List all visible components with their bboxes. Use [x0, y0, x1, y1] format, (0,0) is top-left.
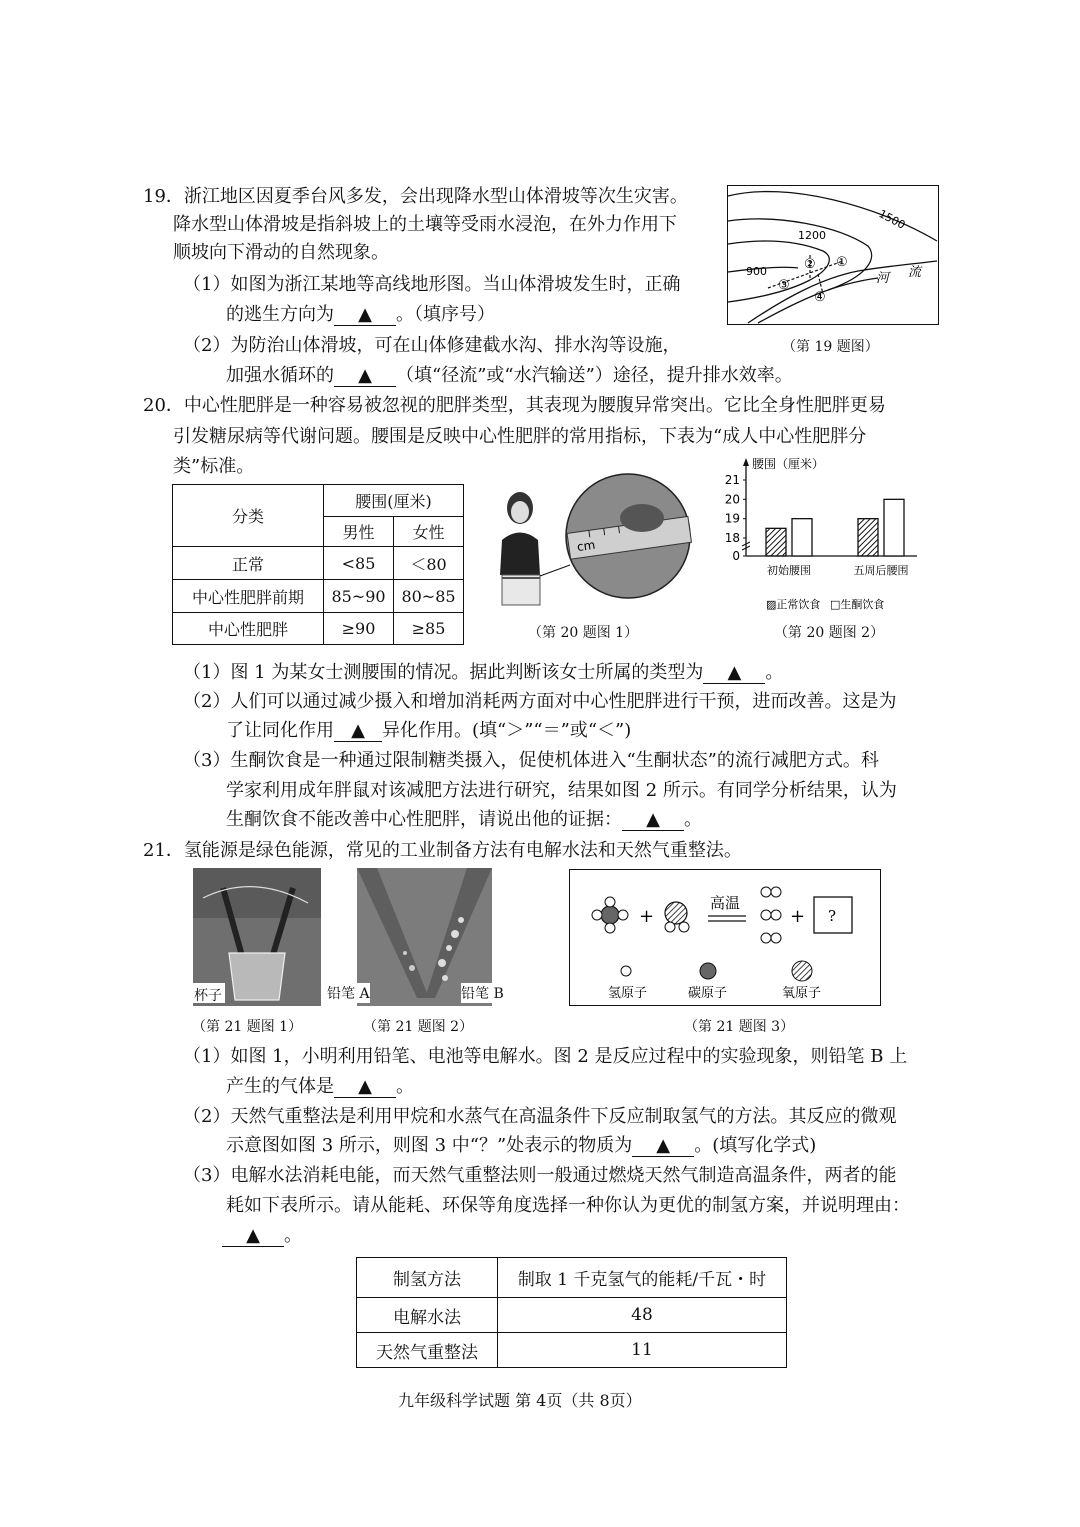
q20-part2-post: 异化作用。(填“＞”“＝”或“＜”)	[382, 720, 632, 741]
plus-sign-1: +	[639, 906, 655, 927]
q20-part2-pre: 了让同化作用	[226, 720, 334, 741]
q20-fig1-caption: （第 20 题图 1）	[528, 625, 639, 641]
y-tick-label: 20	[724, 492, 740, 507]
q21-part3-b: 耗如下表所示。请从能耗、环保等角度选择一种你认为更优的制氢方案，并说明理由：	[226, 1195, 910, 1216]
plus-sign-2: +	[790, 906, 806, 927]
contour-label-1500	[877, 207, 908, 232]
row-energy: 48	[498, 1298, 787, 1333]
q20-part1-post: 。	[765, 662, 784, 683]
table-row	[357, 1333, 787, 1368]
q20-part3-b: 学家利用成年胖鼠对该减肥方法进行研究，结果如图 2 所示。有同学分析结果，认为	[226, 780, 897, 801]
q19-part2-a: （2）为防治山体滑坡，可在山体修建截水沟、排水沟等设施，	[183, 335, 681, 356]
q21-line1: 21．氢能源是绿色能源，常见的工业制备方法有电解水法和天然气重整法。	[143, 840, 742, 861]
q20-line3: 类”标准。	[173, 456, 255, 477]
y-tick-label: 19	[724, 511, 740, 526]
q21-part2-a: （2）天然气重整法是利用甲烷和水蒸气在高温条件下反应制取氢气的方法。其反应的微观	[183, 1106, 897, 1127]
row-male: 85~90	[324, 580, 394, 613]
q19-part1-a: （1）如图为浙江某地等高线地形图。当山体滑坡发生时，正确	[183, 274, 681, 295]
y-tick-label: 18	[724, 531, 740, 545]
reaction-diagram	[569, 869, 881, 1006]
row-male: ≥90	[324, 613, 394, 645]
legend-keto: □生酮饮食	[830, 598, 885, 611]
row-female: ≥85	[394, 613, 464, 645]
header-female: 女性	[394, 517, 464, 547]
bar-normal	[766, 528, 786, 556]
river-char-1: 河	[876, 271, 890, 286]
q20-part2-b	[226, 718, 631, 744]
answer-triangle-icon: ▲	[351, 720, 365, 741]
q19-part2-b	[226, 363, 793, 389]
table-row	[173, 580, 464, 613]
answer-blank[interactable]	[334, 305, 396, 326]
answer-blank[interactable]	[334, 721, 382, 742]
direction-1: ①	[836, 255, 848, 270]
q19-line2: 降水型山体滑坡是指斜坡上的土壤等受雨水浸泡，在外力作用下	[173, 214, 677, 235]
answer-blank[interactable]	[334, 366, 396, 387]
q20-part1	[183, 660, 783, 686]
direction-4: ④	[814, 290, 826, 305]
table-row	[173, 613, 464, 645]
q21-part2-b	[226, 1133, 816, 1159]
answer-triangle-icon: ▲	[358, 1076, 372, 1097]
bar-normal	[858, 519, 878, 556]
row-female: ＜80	[394, 547, 464, 580]
hydrogen-molecules	[761, 887, 781, 943]
contour-map	[727, 185, 939, 325]
table-row	[173, 547, 464, 580]
legend-normal: ▨正常饮食	[766, 598, 821, 611]
answer-blank[interactable]	[703, 663, 765, 684]
direction-3: ③	[778, 278, 790, 293]
page-footer: 九年级科学试题 第 4页（共 8页）	[398, 1391, 642, 1410]
answer-blank[interactable]	[334, 1077, 396, 1098]
bar-keto	[884, 499, 904, 556]
y-tick-label: 21	[724, 473, 740, 487]
hydrogen-energy-table	[356, 1257, 787, 1368]
x-tick-label: 初始腰围	[767, 564, 811, 577]
header-method: 制氢方法	[357, 1258, 498, 1298]
q21-fig3-caption: （第 21 题图 3）	[684, 1019, 795, 1035]
waist-bar-chart	[712, 450, 932, 615]
q21-part2-post: 。(填写化学式)	[694, 1135, 817, 1156]
unknown-product: ?	[828, 907, 837, 925]
x-tick-label: 五周后腰围	[853, 564, 909, 577]
q20-part3-post: 。	[684, 809, 702, 830]
answer-triangle-icon: ▲	[656, 1135, 671, 1156]
row-male: <85	[324, 547, 394, 580]
q21-part1-post: 。	[396, 1076, 414, 1097]
q19-part1-pre: 的逃生方向为	[226, 304, 334, 325]
row-name: 中心性肥胖	[173, 613, 324, 645]
table-row	[357, 1298, 787, 1333]
header-waist: 腰围(厘米)	[324, 485, 464, 517]
q20-part3-a: （3）生酮饮食是一种通过限制糖类摄入，促使机体进入“生酮状态”的流行减肥方式。科	[183, 750, 879, 771]
q19-part2-pre: 加强水循环的	[226, 365, 334, 386]
q21-part2-pre: 示意图如图 3 所示，则图 3 中“？”处表示的物质为	[226, 1135, 633, 1156]
reaction-condition: 高温	[710, 894, 741, 912]
row-energy: 11	[498, 1333, 787, 1368]
answer-triangle-icon: ▲	[358, 304, 372, 325]
electrolysis-photo	[193, 868, 321, 1006]
header-class: 分类	[173, 485, 324, 547]
legend-oxygen: 氧原子	[782, 986, 822, 1001]
answer-blank[interactable]	[222, 1226, 284, 1247]
cup-label: 杯子	[194, 988, 222, 1004]
q19-line1: 19．浙江地区因夏季台风多发，会出现降水型山体滑坡等次生灾害。	[143, 186, 688, 207]
answer-blank[interactable]	[632, 1136, 694, 1157]
legend-hydrogen: 氢原子	[608, 986, 648, 1001]
q20-part2-a: （2）人们可以通过减少摄入和增加消耗两方面对中心性肥胖进行干预，进而改善。这是为	[183, 691, 897, 712]
q20-part3-c	[226, 807, 702, 833]
q20-line2: 引发糖尿病等代谢问题。腰围是反映中心性肥胖的常用指标，下表为“成人中心性肥胖分	[173, 426, 867, 447]
q21-part1-b	[226, 1074, 414, 1100]
q21-part3-a: （3）电解水法消耗电能，而天然气重整法则一般通过燃烧天然气制造高温条件，两者的能	[183, 1165, 897, 1186]
contour-1500: 1500	[876, 207, 908, 232]
q19-part1-post: 。（填序号）	[396, 304, 495, 325]
q19-part2-post: （填“径流”或“水汽输送”）途径，提升排水效率。	[396, 365, 793, 386]
methane-molecule	[592, 897, 628, 933]
q21-part1-a: （1）如图 1，小明利用铅笔、电池等电解水。图 2 是反应过程中的实验现象，则铅笔 B 上	[183, 1046, 908, 1067]
pencil-bubbles-photo	[327, 868, 504, 1006]
q20-part3-pre: 生酮饮食不能改善中心性肥胖，请说出他的证据：	[226, 809, 622, 830]
y-axis-arrow	[743, 458, 749, 466]
header-male: 男性	[324, 517, 394, 547]
q21-part1-pre: 产生的气体是	[226, 1076, 334, 1097]
q19-part1-b	[226, 302, 495, 328]
contour-900: 900	[746, 265, 767, 278]
pencil-a-label: 铅笔 A	[327, 983, 370, 1003]
waist-bar-chart-svg	[712, 450, 932, 615]
q19-line3: 顺坡向下滑动的自然现象。	[173, 242, 389, 263]
row-method: 天然气重整法	[357, 1333, 498, 1368]
answer-triangle-icon: ▲	[358, 365, 372, 386]
answer-triangle-icon: ▲	[246, 1225, 260, 1246]
answer-blank[interactable]	[622, 810, 684, 831]
row-method: 电解水法	[357, 1298, 498, 1333]
pencil-b-label: 铅笔 B	[461, 983, 504, 1003]
reaction-diagram-svg	[570, 870, 879, 1004]
q20-line1: 20．中心性肥胖是一种容易被忽视的肥胖类型，其表现为腰腹异常突出。它比全身性肥胖更易	[143, 395, 886, 416]
water-molecule	[665, 902, 689, 932]
tape-unit: cm	[576, 537, 597, 555]
row-female: 80~85	[394, 580, 464, 613]
q21-fig2-caption: （第 21 题图 2）	[363, 1019, 474, 1035]
q21-part3-post: 。	[284, 1225, 302, 1246]
row-name: 正常	[173, 547, 324, 580]
waist-measure-photo	[490, 470, 700, 610]
answer-triangle-icon: ▲	[646, 809, 660, 830]
waist-classification-table	[172, 484, 464, 645]
row-name: 中心性肥胖前期	[173, 580, 324, 613]
contour-map-drawing	[728, 186, 937, 323]
header-energy: 制取 1 千克氢气的能耗/千瓦・时	[498, 1258, 787, 1298]
q20-fig2-caption: （第 20 题图 2）	[774, 625, 885, 641]
answer-triangle-icon: ▲	[727, 662, 742, 683]
contour-1200: 1200	[798, 229, 826, 242]
q20-part1-pre: （1）图 1 为某女士测腰围的情况。据此判断该女士所属的类型为	[183, 662, 704, 683]
y-axis-label: 腰围（厘米）	[752, 457, 825, 471]
bar-keto	[792, 519, 812, 556]
q21-part3-c	[222, 1223, 302, 1249]
river-char-2: 流	[908, 265, 922, 280]
legend-carbon: 碳原子	[688, 986, 728, 1001]
waist-measure-drawing	[490, 470, 700, 610]
q21-fig1-caption: （第 21 题图 1）	[192, 1019, 303, 1035]
q19-caption: （第 19 题图）	[782, 339, 879, 355]
y-tick-label: 0	[732, 549, 740, 563]
direction-2: ②	[804, 257, 816, 272]
